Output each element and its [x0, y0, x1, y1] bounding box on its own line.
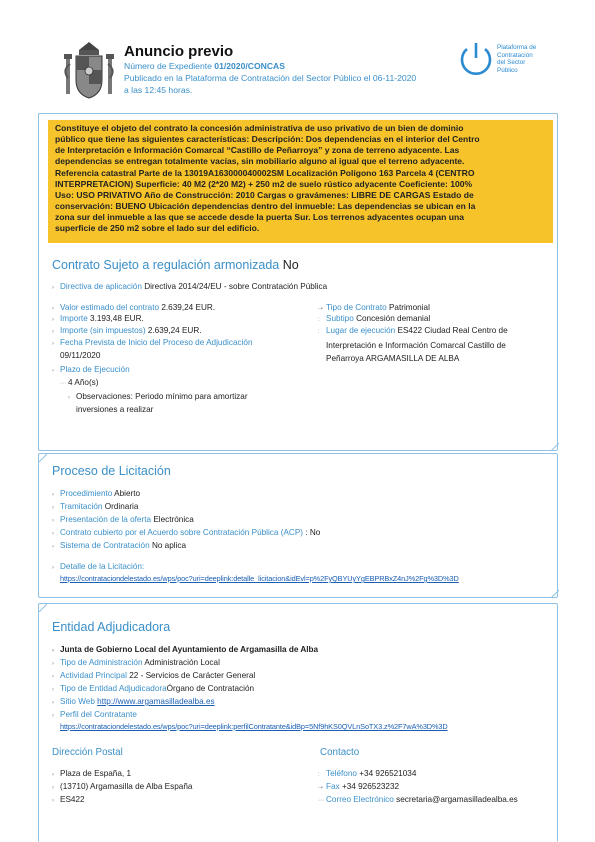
fax-field: ⇢ Fax +34 926523232: [318, 781, 399, 794]
arrow-icon: ›: [52, 341, 54, 347]
correo-field: ⋯ Correo Electrónico secretaria@argamasilladealba.es: [318, 794, 518, 807]
arrow-icon: ›: [52, 329, 54, 335]
fold-corner-icon: [39, 604, 47, 612]
expediente-label: Número de Expediente: [124, 61, 212, 71]
arrow-icon: ›: [52, 687, 54, 693]
arrow-icon: ⋯: [318, 798, 324, 804]
arrow-icon: ›: [52, 492, 54, 498]
importe-field: › Importe 3.193,48 EUR.: [52, 313, 144, 326]
arrow-icon: ‹: [68, 395, 70, 401]
fold-corner-icon: [551, 443, 559, 451]
arrow-icon: ›: [52, 505, 54, 511]
published-line-2: a las 12:45 horas.: [124, 85, 193, 95]
fecha-prevista-field: › Fecha Prevista de Inicio del Proceso de Adjudicación: [52, 337, 253, 350]
tipo-contrato-field: ⇢ Tipo de Contrato Patrimonial: [318, 302, 430, 315]
procedimiento-field: › Procedimiento Abierto: [52, 488, 140, 501]
contacto-title: Contacto: [320, 747, 360, 758]
presentacion-field: › Presentación de la oferta Electrónica: [52, 514, 194, 527]
fold-corner-icon: [39, 454, 47, 462]
arrow-icon: ›: [52, 674, 54, 680]
arrow-icon: ⇢: [318, 785, 324, 791]
coat-of-arms-icon: [62, 40, 116, 102]
arrow-icon: ›: [52, 565, 54, 571]
perfil-contratante-link[interactable]: https://contrataciondelestado.es/wps/poc?uri=deeplink:perfilContratante&idBp=5Nf9hKS0QVLnSoTX3.z%2F7wA%3D%3D: [60, 722, 448, 731]
correo-value[interactable]: secretaria@argamasilladealba.es: [396, 795, 518, 804]
arrow-icon: ›: [52, 648, 54, 654]
direccion-line: › Plaza de España, 1: [52, 768, 131, 781]
contrato-section-title: Contrato Sujeto a regulación armonizada No: [52, 258, 299, 272]
valor-estimado-field: › Valor estimado del contrato 2.639,24 EUR.: [52, 302, 215, 315]
telefono-field: : Teléfono +34 926521034: [318, 768, 416, 781]
directiva-field: › Directiva de aplicación Directiva 2014/24/EU - sobre Contratación Pública: [52, 281, 327, 294]
detalle-licitacion-link[interactable]: https://contrataciondelestado.es/wps/poc?uri=deeplink:detalle_licitacion&idEvl=p%2FyQBYUyYgEBPRBxZ4nJ%2Fg%3D%3D: [60, 574, 459, 583]
importe-sin-impuestos-field: › Importe (sin impuestos) 2.639,24 EUR.: [52, 325, 202, 338]
arrow-icon: ›: [52, 518, 54, 524]
arrow-icon: ›: [52, 661, 54, 667]
licitacion-section-title: Proceso de Licitación: [52, 464, 171, 478]
arrow-icon: ›: [52, 798, 54, 804]
sitio-web-link[interactable]: http://www.argamasilladealba.es: [97, 697, 215, 706]
tramitacion-field: › Tramitación Ordinaria: [52, 501, 138, 514]
detalle-licitacion-field: › Detalle de la Licitación:: [52, 561, 144, 574]
lugar-ejecucion-field: : Lugar de ejecución ES422 Ciudad Real Centro de Interpretación e Información Comarcal Castillo de Peñarroya ARGAMASILLA DE ALBA: [318, 326, 508, 363]
sitio-web-field: › Sitio Web http://www.argamasilladealba.es: [52, 696, 215, 709]
plazo-ejecucion-field: › Plazo de Ejecución: [52, 364, 130, 377]
entidad-section-title: Entidad Adjudicadora: [52, 620, 171, 634]
sistema-field: › Sistema de Contratación No aplica: [52, 540, 186, 553]
arrow-icon: ›: [52, 317, 54, 323]
arrow-icon: ⋯: [60, 381, 66, 387]
arrow-icon: ›: [52, 368, 54, 374]
plazo-value: ⋯ 4 Año(s): [60, 377, 99, 390]
fold-corner-icon: [551, 590, 559, 598]
arrow-icon: ›: [52, 772, 54, 778]
direccion-line: › ES422: [52, 794, 85, 807]
arrow-icon: ›: [52, 785, 54, 791]
arrow-icon: :: [318, 317, 320, 323]
arrow-icon: ›: [52, 531, 54, 537]
subtipo-field: : Subtipo Concesión demanial: [318, 313, 430, 326]
perfil-contratante-field: › Perfil del Contratante: [52, 709, 137, 722]
arrow-icon: :: [318, 329, 320, 335]
fecha-prevista-value: 09/11/2020: [60, 351, 101, 360]
arrow-icon: :: [318, 772, 320, 778]
arrow-icon: ›: [52, 713, 54, 719]
actividad-principal-field: › Actividad Principal 22 - Servicios de Carácter General: [52, 670, 255, 683]
arrow-icon: ⇢: [318, 306, 324, 312]
expediente-value: 01/2020/CONCAS: [214, 61, 285, 71]
page-header: [0, 0, 595, 110]
logo-text: Plataforma de Contratación del Sector Público: [497, 44, 537, 74]
arrow-icon: ›: [52, 285, 54, 291]
arrow-icon: ›: [52, 544, 54, 550]
arrow-icon: ›: [52, 306, 54, 312]
page-title: Anuncio previo: [124, 43, 234, 60]
armonizada-value: No: [282, 258, 299, 272]
acp-field: › Contrato cubierto por el Acuerdo sobre Contratación Pública (ACP) : No: [52, 527, 320, 540]
arrow-icon: ›: [52, 700, 54, 706]
contract-object-summary: Constituye el objeto del contrato la concesión administrativa de uso privativo de un bien de dominio público que tiene las siguientes características: Descripción: Dos dependencias en el interior del Centro de Interpretación e Información Comarcal “Castillo de Peñarroya” y zona de terreno adyacente. Las dependencias se entregan totalmente vacías, sin mobiliario alguno al igual que el terreno adyacente. Referencia catastral Parte de la 13019A163000040002SM Localización Polígono 163 Parcela 4 (CENTRO INTERPRETACION) Superficie: 40 M2 (2*20 M2) + 250 m2 de suelo rústico adyacente Coeficiente: 100% Uso: USO PRIVATIVO Año de Construcción: 2010 Cargas o gravámenes: LIBRE DE CARGAS Estado de conservación: BUENO Ubicación dependencias dentro del inmueble: Las dependencias se ubican en la zona sur del inmueble a las que se accede desde la puerta Sur. Los terrenos adyacentes ocupan una superficie de 250 m2 sobre el lado sur del edificio.: [48, 120, 553, 243]
entidad-name: › Junta de Gobierno Local del Ayuntamiento de Argamasilla de Alba: [52, 644, 318, 657]
direccion-line: › (13710) Argamasilla de Alba España: [52, 781, 192, 794]
published-line-1: Publicado en la Plataforma de Contratación del Sector Público el 06-11-2020: [124, 73, 417, 83]
tipo-administracion-field: › Tipo de Administración Administración Local: [52, 657, 220, 670]
observaciones: ‹ Observaciones: Periodo mínimo para amortizar inversiones a realizar: [68, 392, 248, 414]
direccion-postal-title: Dirección Postal: [52, 747, 123, 758]
expediente-line: [124, 61, 285, 72]
tipo-entidad-field: › Tipo de Entidad AdjudicadoraÓrgano de Contratación: [52, 683, 254, 696]
